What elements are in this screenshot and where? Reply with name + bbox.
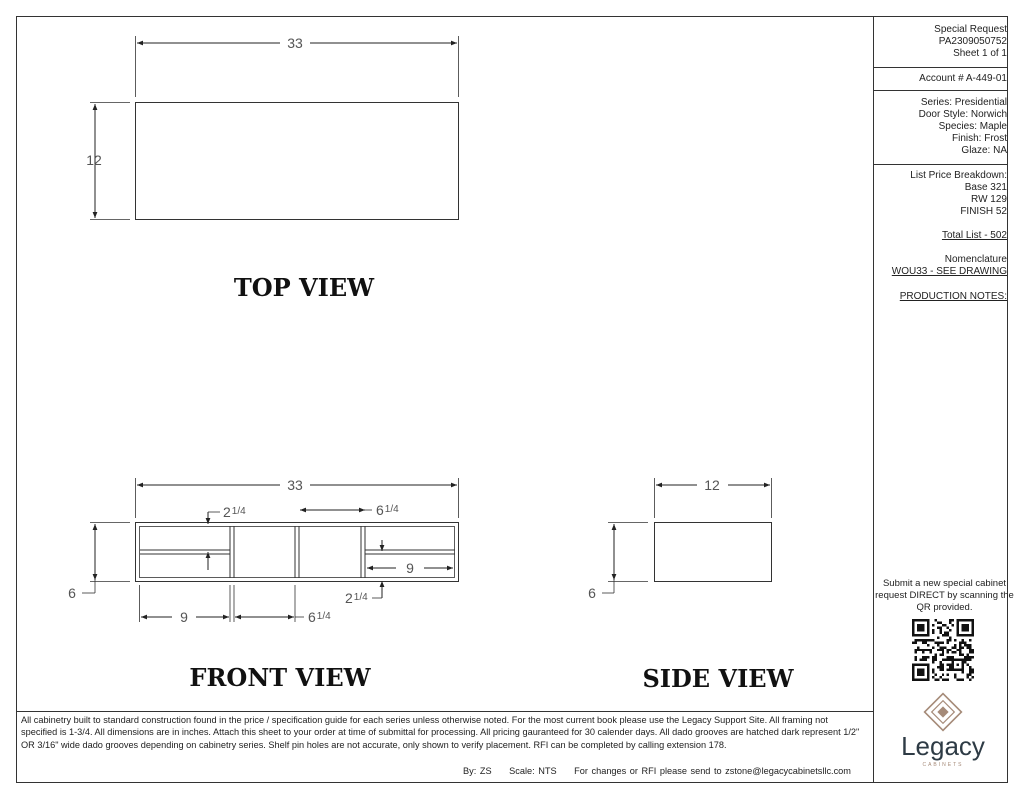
submit-request-text: Submit a new special cabinet request DIRECT by scanning the QR provided.	[875, 578, 1014, 613]
logo-subtitle: CABINETS	[922, 762, 964, 768]
contact-email[interactable]: For changes or RFI please send to zstone@legacycabinetsllc.com	[574, 766, 851, 776]
logo-wordmark: Legacy	[901, 731, 985, 761]
front-dim-bottom-right: $2^{1/4}$	[345, 590, 368, 606]
side-view-title: SIDE VIEW	[642, 664, 794, 693]
drawn-by: By: ZS	[463, 766, 492, 776]
top-view-outline	[136, 103, 459, 220]
front-view-title: FRONT VIEW	[189, 663, 371, 692]
nomenclature-value: WOU33 - SEE DRAWING	[891, 266, 1007, 277]
price-rw: RW 129	[971, 194, 1007, 205]
top-view-title: TOP VIEW	[233, 273, 375, 302]
footer	[463, 766, 865, 776]
side-view-outline	[655, 523, 772, 582]
series: Series: Presidential	[920, 97, 1007, 108]
title-block-header	[874, 24, 1007, 60]
spec-block	[874, 97, 1007, 157]
qr-code[interactable]	[912, 619, 974, 681]
nomenclature-heading: Nomenclature	[944, 254, 1007, 265]
side-view	[588, 477, 794, 693]
top-view-width-label: 33	[287, 35, 303, 51]
account-number: Account # A-449-01	[919, 73, 1007, 84]
sheet-number: Sheet 1 of 1	[953, 48, 1007, 59]
general-notes: All cabinetry built to standard construction found in the price / specification guide for each series unless otherwise noted. For the most current book please use the Legacy Support Site. All framing not specified is 1-3/4. All dimensions are in inches. Attach this sheet to your order at time of submittal for processing. All pricing gauranteed for 30 calender days. All dado grooves are hatched dark represent 1/2" OR 3/16" wide dado grooves depending on cabinetry series. Shelf pin holes are not accurate, only shown to verify placement. RFI can be completed by calling extension 178.	[21, 715, 860, 750]
total-list: Total List - 502	[941, 230, 1007, 241]
species: Species: Maple	[938, 121, 1007, 132]
front-dim-center-gap: $6^{1/4}$	[376, 502, 399, 518]
front-dim-left-shelf: $2^{1/4}$	[223, 504, 246, 520]
price-heading: List Price Breakdown:	[910, 170, 1007, 181]
sheet-border	[17, 17, 1008, 783]
request-number: PA2309050752	[938, 36, 1007, 47]
legacy-logo	[880, 692, 1010, 770]
price-finish: FINISH 52	[960, 206, 1007, 217]
front-view-height-label: 6	[68, 585, 76, 601]
finish: Finish: Frost	[951, 133, 1007, 144]
side-view-height-label: 6	[588, 585, 596, 601]
price-base: Base 321	[964, 182, 1007, 193]
front-dim-bottom-left: 9	[180, 609, 188, 625]
front-dim-bottom-mid: $6^{1/4}$	[308, 609, 331, 625]
price-block	[874, 170, 1007, 303]
request-type: Special Request	[934, 24, 1007, 35]
front-view	[68, 477, 458, 692]
door-style: Door Style: Norwich	[918, 109, 1007, 120]
production-notes-heading: PRODUCTION NOTES:	[899, 291, 1007, 302]
side-view-depth-label: 12	[704, 477, 720, 493]
front-dim-right-shelf: 9	[406, 560, 414, 576]
top-view-depth-label: 12	[86, 152, 102, 168]
glaze: Glaze: NA	[961, 145, 1007, 156]
front-view-width-label: 33	[287, 477, 303, 493]
account-block	[874, 73, 1007, 85]
scale: Scale: NTS	[509, 766, 557, 776]
top-view	[86, 35, 458, 302]
